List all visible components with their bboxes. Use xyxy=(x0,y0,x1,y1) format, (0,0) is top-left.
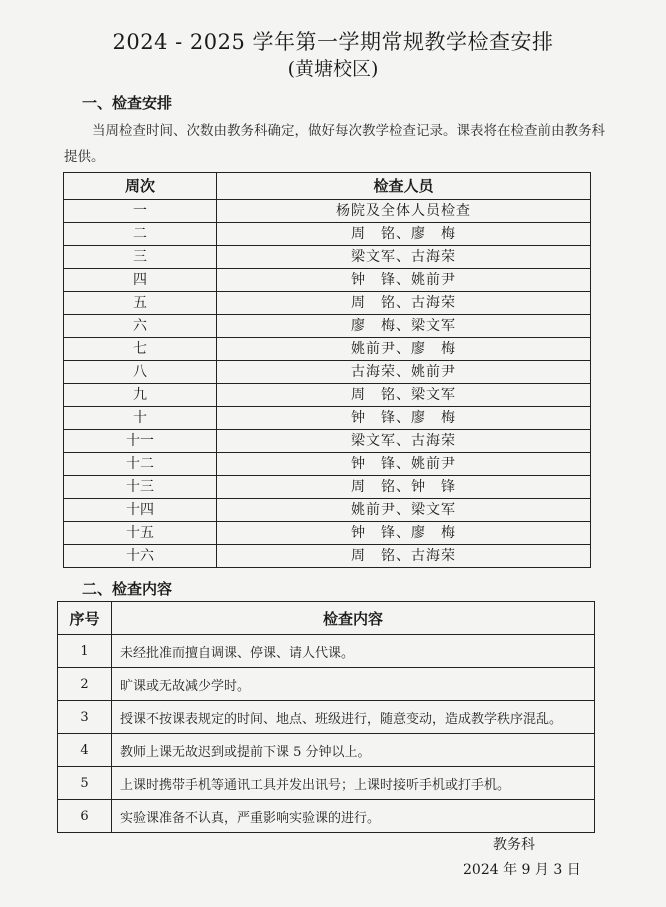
week-cell: 三 xyxy=(64,246,217,269)
week-cell: 九 xyxy=(64,384,217,407)
signature-department: 教务科 xyxy=(493,837,535,853)
table-row xyxy=(64,476,591,499)
week-cell: 一 xyxy=(64,200,217,223)
inspector-cell: 周 铭、梁文军 xyxy=(217,384,591,407)
document-subtitle: (黄塘校区) xyxy=(287,58,379,80)
week-cell: 十二 xyxy=(64,453,217,476)
document-title: 2024 - 2025 学年第一学期常规教学检查安排 xyxy=(112,30,554,54)
week-cell: 十五 xyxy=(64,522,217,545)
table-row xyxy=(58,767,595,800)
inspector-cell: 杨院及全体人员检查 xyxy=(217,200,591,223)
table-row xyxy=(64,246,591,269)
week-cell: 五 xyxy=(64,292,217,315)
schedule-table xyxy=(63,172,591,568)
table-row xyxy=(64,499,591,522)
table-row xyxy=(64,384,591,407)
item-number: 5 xyxy=(58,767,112,800)
week-cell: 四 xyxy=(64,269,217,292)
table-row xyxy=(64,315,591,338)
table-row xyxy=(64,430,591,453)
content-table xyxy=(57,601,595,833)
table-row xyxy=(64,269,591,292)
inspector-cell: 周 铭、廖 梅 xyxy=(217,223,591,246)
item-content: 教师上课无故迟到或提前下课 5 分钟以上。 xyxy=(112,734,595,767)
inspector-cell: 姚前尹、廖 梅 xyxy=(217,338,591,361)
week-cell: 十四 xyxy=(64,499,217,522)
signature-date: 2024 年 9 月 3 日 xyxy=(463,862,581,878)
inspector-cell: 梁文军、古海荣 xyxy=(217,246,591,269)
inspector-cell: 钟 锋、姚前尹 xyxy=(217,269,591,292)
inspector-cell: 钟 锋、廖 梅 xyxy=(217,522,591,545)
inspector-cell: 钟 锋、廖 梅 xyxy=(217,407,591,430)
item-number: 1 xyxy=(58,635,112,668)
week-cell: 七 xyxy=(64,338,217,361)
content-header-row xyxy=(58,602,595,635)
item-content: 未经批准而擅自调课、停课、请人代课。 xyxy=(112,635,595,668)
schedule-header-row xyxy=(64,173,591,200)
week-cell: 二 xyxy=(64,223,217,246)
week-cell: 六 xyxy=(64,315,217,338)
table-row xyxy=(58,635,595,668)
item-content: 旷课或无故减少学时。 xyxy=(112,668,595,701)
content-header-content: 检查内容 xyxy=(112,602,595,635)
schedule-header-week: 周次 xyxy=(64,173,217,200)
table-row xyxy=(64,200,591,223)
table-row xyxy=(58,800,595,833)
table-row xyxy=(64,407,591,430)
table-row xyxy=(64,292,591,315)
section-2-heading: 二、检查内容 xyxy=(82,580,173,598)
table-row xyxy=(64,522,591,545)
table-row xyxy=(64,223,591,246)
section-1-heading: 一、检查安排 xyxy=(82,94,173,112)
week-cell: 十三 xyxy=(64,476,217,499)
item-number: 6 xyxy=(58,800,112,833)
item-number: 2 xyxy=(58,668,112,701)
item-content: 上课时携带手机等通讯工具并发出讯号；上课时接听手机或打手机。 xyxy=(112,767,595,800)
inspector-cell: 周 铭、钟 锋 xyxy=(217,476,591,499)
inspector-cell: 姚前尹、梁文军 xyxy=(217,499,591,522)
table-row xyxy=(58,701,595,734)
table-row xyxy=(64,338,591,361)
week-cell: 十 xyxy=(64,407,217,430)
table-row xyxy=(64,453,591,476)
item-number: 3 xyxy=(58,701,112,734)
inspector-cell: 梁文军、古海荣 xyxy=(217,430,591,453)
inspector-cell: 钟 锋、姚前尹 xyxy=(217,453,591,476)
inspector-cell: 古海荣、姚前尹 xyxy=(217,361,591,384)
inspector-cell: 周 铭、古海荣 xyxy=(217,545,591,568)
week-cell: 十一 xyxy=(64,430,217,453)
schedule-header-inspectors: 检查人员 xyxy=(217,173,591,200)
table-row xyxy=(64,545,591,568)
item-content: 授课不按课表规定的时间、地点、班级进行，随意变动，造成教学秩序混乱。 xyxy=(112,701,595,734)
inspector-cell: 廖 梅、梁文军 xyxy=(217,315,591,338)
week-cell: 十六 xyxy=(64,545,217,568)
week-cell: 八 xyxy=(64,361,217,384)
item-content: 实验课准备不认真，严重影响实验课的进行。 xyxy=(112,800,595,833)
section-1-text: 当周检查时间、次数由教务科确定，做好每次教学检查记录。课表将在检查前由教务科提供。 xyxy=(64,123,605,165)
table-row xyxy=(58,734,595,767)
inspector-cell: 周 铭、古海荣 xyxy=(217,292,591,315)
item-number: 4 xyxy=(58,734,112,767)
table-row xyxy=(58,668,595,701)
content-header-number: 序号 xyxy=(58,602,112,635)
table-row xyxy=(64,361,591,384)
